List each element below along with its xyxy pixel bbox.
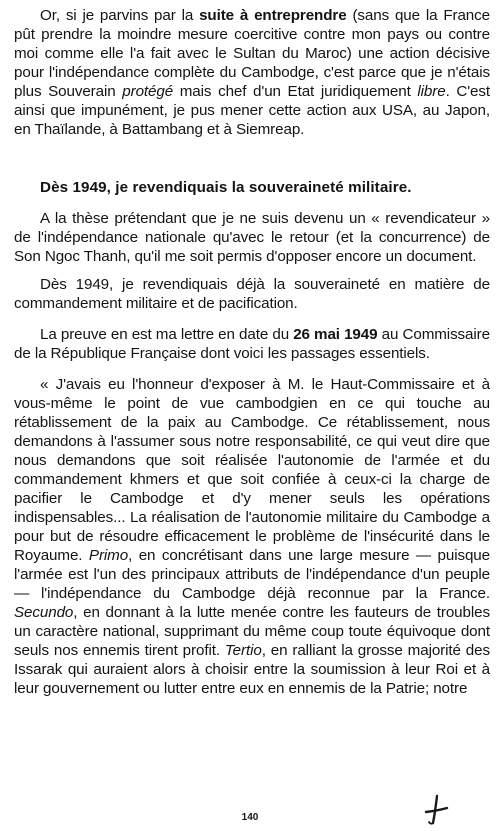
text-segment: , en concrétisant dans une large mesure — puisque l'armée est l'un des principaux attributs de l'indépendance d'un peuple — l'indépendance du Cambodge déjà reconnue par la France. [14, 547, 490, 602]
italic-word-primo: Primo [88, 547, 129, 564]
text-segment: , en donnant à la lutte menée contre les fauteurs de troubles un caractère national, supprimant du même coup toute équivoque dont seuls nos ennemis tirent profit. [14, 604, 490, 659]
italic-word-secundo: Secundo [14, 604, 74, 621]
paragraph-independence-action [14, 6, 490, 139]
text-segment: (sans que la France pût prendre la moindre mesure coercitive contre mon pays ou contre moi comme elle l'a fait avec le Sultan du Maroc) une action décisive pour l'indépendance complète du Cambodge, c'est parce que je n'étais plus Souverain [14, 7, 490, 100]
text-segment: La preuve en est ma lettre en date du [40, 326, 294, 343]
section-heading: Dès 1949, je revendiquais la souveraineté militaire. [40, 179, 412, 196]
text-segment: Or, si je parvins par la [40, 7, 200, 24]
bold-phrase: suite à entreprendre [199, 7, 347, 24]
text-segment: , en ralliant la grosse majorité des Issarak qui auraient alors à choisir entre la soumission à leur Roi et à leur gouvernement ou lutter entre eux en ennemis de la Patrie; notre [14, 642, 490, 697]
italic-word-protege: protégé [122, 83, 174, 100]
paragraph-letter-proof [14, 325, 490, 363]
document-page [14, 6, 490, 698]
bold-date: 26 mai 1949 [293, 326, 378, 343]
text-segment: « J'avais eu l'honneur d'exposer à M. le Haut-Commissaire et à vous-même le point de vue cambodgien en ce qui touche au rétablissement de la paix au Cambodge. Ce rétablissement, nous demandons à l'assumer sous notre responsabilité, ce qui veut dire que nous demandons que soit réalisée l'autonomie de l'armée et du commandement khmers et que soit confiée à ceux-ci la charge de pacifier le Cambodge et d'y mener seuls les opérations indispensables... La réalisation de l'autonomie militaire du Cambodge a pour but de résoudre efficacement le problème de l'insécurité dans le Royaume. [14, 376, 490, 564]
italic-word-libre: libre [417, 83, 446, 100]
paragraph-letter-quote [14, 375, 490, 698]
page-number: 140 [241, 812, 259, 823]
text-segment: mais chef d'un Etat juridiquement [173, 83, 418, 100]
paragraph-thesis: A la thèse prétendant que je ne suis devenu un « revendicateur » de l'indépendance nationale qu'avec le retour (et la concurrence) de Son Ngoc Thanh, qu'il me soit permis d'opposer encore un document. [14, 210, 490, 265]
text-segment: . C'est ainsi que impunément, je pus mener cette action aux USA, au Japon, en Thaïlande, à Battambang et à Siemreap. [14, 83, 490, 138]
text-segment: au Commissaire de la République Française dont voici les passages essentiels. [14, 326, 490, 362]
italic-word-tertio: Tertio [224, 642, 262, 659]
paragraph-1949-claim: Dès 1949, je revendiquais déjà la souveraineté en matière de commandement militaire et de pacification. [14, 276, 490, 312]
handwritten-mark-icon [420, 792, 450, 826]
